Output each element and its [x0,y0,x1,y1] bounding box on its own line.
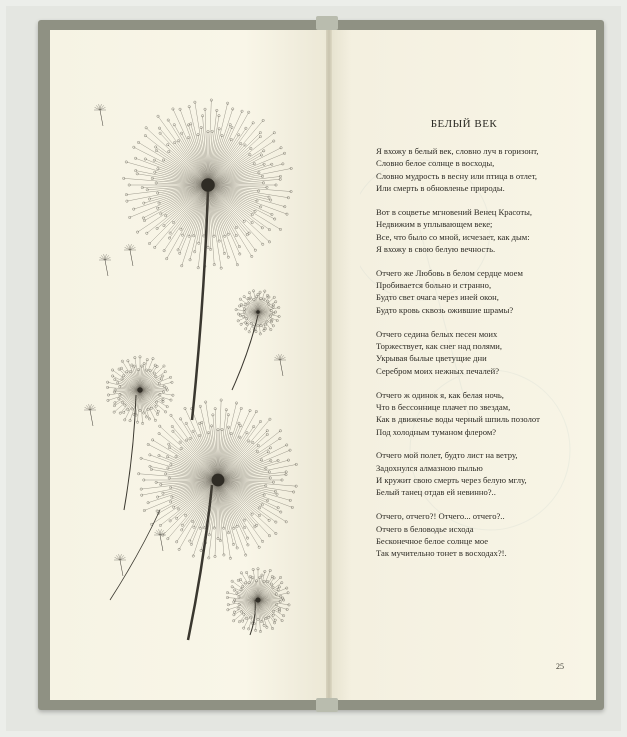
bookmark-ribbon-top [316,16,338,30]
poem-stanza [376,267,586,316]
poem-line: Пробивается больно и странно, [376,280,492,291]
poem-stanza [376,145,586,194]
poem-stanza [376,328,586,377]
poem-line: Будто свет очага через иней окон, [376,292,499,303]
poem-line: Отчего седина белых песен моих [376,328,498,339]
poem-title: БЕЛЫЙ ВЕК [430,118,498,130]
poem-text [376,145,586,571]
floating-seed [114,554,126,576]
poem-line: Задохнулся алмазною пылью [376,462,483,473]
poem-line: Что в бессоннице плачет по звездам, [376,401,511,412]
poem-line: Под холодным туманом флером? [376,426,497,437]
poem-stanza [376,510,586,559]
dandelion-puff-bottom [226,568,290,633]
book-spine [326,30,332,700]
poem-line: Словно мудрость в весну или птица в отлет, [376,170,537,181]
poem-line: Как в движенье воды черный шпиль позолот [376,414,540,425]
poem-line: Будто кровь сквозь ожившие шрамы? [376,304,514,315]
poem-line: И кружит свою смерть через белую мглу, [376,475,527,486]
floating-seed [84,404,96,426]
floating-seed [99,254,111,276]
poem-stanza [376,449,586,498]
poem-line: Отчего ж одинок я, как белая ночь, [376,389,504,400]
poem-stanza [376,389,586,438]
dandelion-stem [188,485,212,640]
poem-line: Укрывая былые цветущие дни [376,353,487,364]
poem-line: Бесконечное белое солнце мое [376,535,489,546]
poem-line: Так мучительно тонет в восходах?!. [376,548,507,559]
bookmark-ribbon-bottom [316,698,338,712]
poem-line: Серебром моих нежных печалей? [376,365,500,376]
dandelion-illustration [80,90,320,650]
page-number: 25 [556,662,564,671]
poem-line: Торжествует, как снег над полями, [376,340,503,351]
dandelion-stem [232,315,258,390]
poem-line: Или смерть в обновленье природы. [376,183,505,194]
floating-seed [274,354,286,376]
poem-line: Вот в соцветье мгновений Венец Красоты, [376,206,533,217]
poem-line: Я вхожу в свою белую вечность. [376,243,496,254]
poem-line: Отчего мой полет, будто лист на ветру, [376,450,518,461]
dandelion-puff-medium [106,356,174,425]
floating-seed [94,104,106,126]
floating-seed [154,529,166,551]
poem-line: Отчего, отчего?! Отчего... отчего?.. [376,511,505,522]
dandelion-puff-large-bottom [137,399,297,560]
dandelion-puff-large-top [123,99,293,269]
poem-line: Белый танец отдав ей невинно?.. [376,487,496,498]
poem-line: Отчего же Любовь в белом сердце моем [376,267,523,278]
dandelion-stem [124,395,136,510]
poem-line: Словно белое солнце в восходы, [376,158,495,169]
poem-stanza [376,206,586,255]
poem-line: Все, что было со мной, исчезает, как дым: [376,231,530,242]
dandelion-puff-small [235,290,280,335]
floating-seed [124,244,136,266]
poem-line: Недвижим в уплывающем веке; [376,219,493,230]
poem-line: Я вхожу в белый век, словно луч в горизонт, [376,146,539,156]
poem-line: Отчего в беловодье исхода [376,523,474,534]
